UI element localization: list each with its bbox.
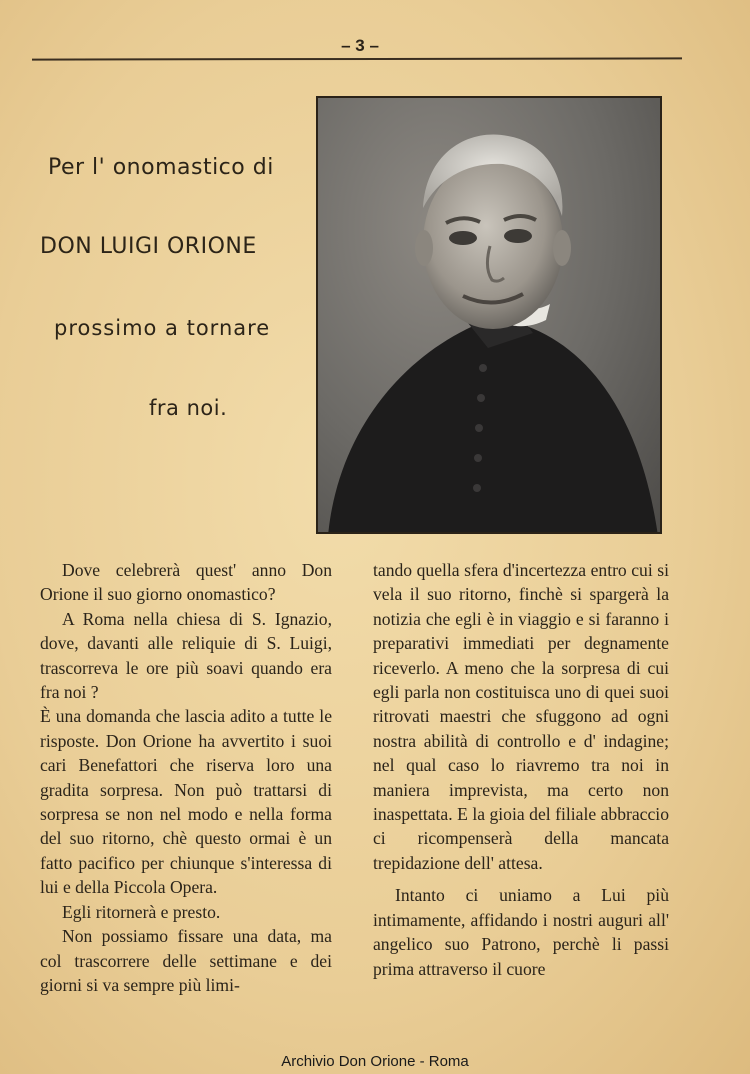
portrait-figure	[318, 98, 662, 534]
paragraph: tando quella sfera d'incertezza entro cui si vela il suo ritorno, finchè si spargerà la notizia che egli è in viaggio e si faranno i preparativi immediati per degnamente riceverlo. A meno che la sorpresa di cui egli parla non costituisca uno di quei suoi ritrovati maestri che sfuggono ad ogni nostra abilità di controllo e d' indagine; nel qual caso lo riavremo tra noi in maniera imprevista, ma certo non inaspettata. E la gioia del filiale abbraccio ci ricompenserà della mancata trepidazione dell' attesa.	[373, 560, 669, 873]
page-number: – 3 –	[341, 36, 379, 55]
headline-line-2: DON LUIGI ORIONE	[40, 234, 257, 259]
paragraph: Egli ritornerà e presto.	[62, 901, 221, 922]
headline-line-3: prossimo a tornare	[54, 316, 271, 340]
paragraph: È una domanda che lascia adito a tutte le risposte. Don Orione ha avvertito i suoi cari Benefattori che riserva loro una gradita sorpresa. Non può trattarsi di sorpresa se non nel modo e nella forma del suo ritorno, chè questo ormai è un fatto pacifico per chiunque s'interessa di lui e della Piccola Opera.	[40, 706, 332, 898]
archive-footer: Archivio Don Orione - Roma	[281, 1053, 469, 1070]
paragraph: Non possiamo fissare una data, ma col trascorrere delle settimane e dei giorni si va sempre più limi-	[40, 926, 332, 995]
headline-line-1: Per l' onomastico di	[48, 155, 274, 180]
top-rule	[32, 57, 682, 60]
paragraph: Intanto ci uniamo a Lui più intimamente, affidando i nostri auguri all' angelico suo Patrono, perchè li passi prima attraverso il cuore	[373, 885, 669, 979]
article-right-column	[373, 558, 669, 981]
paragraph: A Roma nella chiesa di S. Ignazio, dove, davanti alle reliquie di S. Luigi, trascorreva le ore più soavi quando era fra noi ?	[40, 608, 332, 703]
paragraph: Dove celebrerà quest' anno Don Orione il suo giorno onomastico?	[40, 560, 332, 605]
article-left-column	[40, 558, 332, 997]
portrait-photo	[316, 96, 662, 534]
headline-line-4: fra noi.	[149, 396, 228, 420]
